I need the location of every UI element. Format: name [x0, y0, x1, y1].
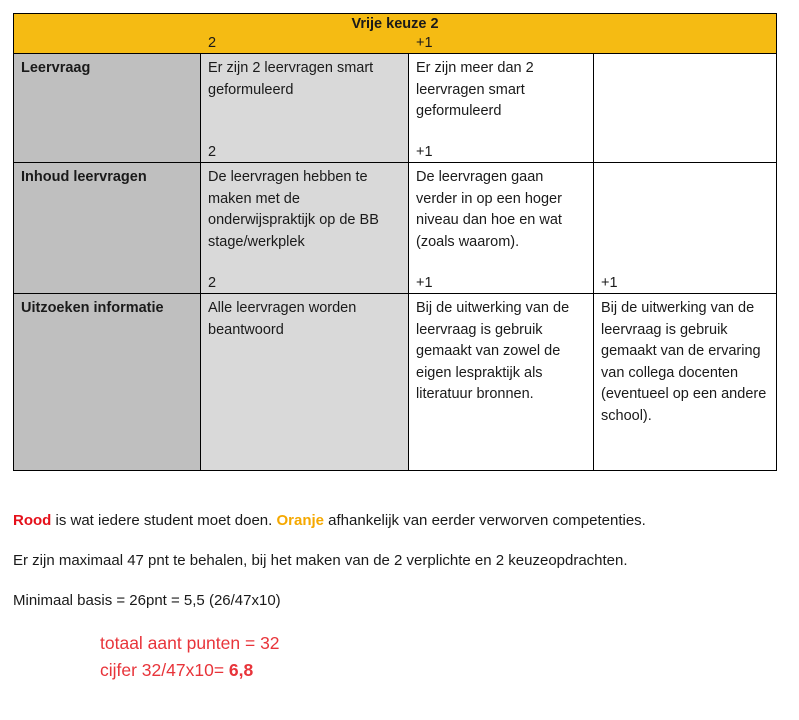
cell-text: De leervragen gaan verder in op een hoger niveau dan hoe en wat (zoals waarom). — [416, 169, 562, 250]
level-cell — [594, 274, 777, 471]
rubric-table — [13, 13, 777, 471]
legend-red-text: is wat iedere student moet doen. — [51, 512, 277, 529]
cell-points: 2 — [208, 274, 217, 291]
cell-text: Er zijn meer dan 2 leervragen smart geformuleerd — [416, 60, 534, 119]
basis-cell — [201, 34, 409, 163]
criterion-label: Inhoud leervragen — [21, 169, 147, 185]
cell-text: Er zijn 2 leervragen smart geformuleerd — [208, 60, 374, 98]
legend-red-label: Rood — [13, 512, 52, 529]
legend-line — [13, 512, 646, 529]
basis-cell — [201, 143, 409, 294]
criterion-label: Leervraag — [21, 60, 91, 76]
level-cell — [409, 274, 594, 471]
criterion-cell — [14, 54, 201, 163]
grade-line — [100, 660, 253, 681]
cell-text: Bij de uitwerking van de leervraag is gebruik gemaakt van de ervaring van collega docenten (eventueel op een andere school). — [601, 300, 767, 424]
level-cell — [409, 34, 594, 163]
total-points-line: totaal aant punten = 32 — [100, 633, 280, 653]
level-cell — [594, 54, 777, 163]
basis-cell — [201, 274, 409, 471]
cell-text: Bij de uitwerking van de leervraag is gebruik gemaakt van zowel de eigen lespraktijk als literatuur bronnen. — [416, 300, 570, 402]
cell-points: +1 — [416, 34, 433, 51]
criterion-cell — [14, 294, 201, 471]
max-points-line: Er zijn maximaal 47 pnt te behalen, bij het maken van de 2 verplichte en 2 keuzeopdrachten. — [13, 552, 628, 569]
cell-points: +1 — [601, 274, 618, 291]
table-header-row — [14, 14, 777, 54]
legend-orange-label: Oranje — [276, 512, 324, 529]
criterion-cell — [14, 163, 201, 294]
grade-value: 6,8 — [228, 660, 254, 680]
cell-points: +1 — [416, 274, 433, 291]
cell-points: 2 — [208, 143, 217, 160]
level-cell — [409, 143, 594, 294]
cell-points: +1 — [416, 143, 433, 160]
grade-prefix: cijfer 32/47x10= — [100, 660, 229, 680]
table-row — [14, 294, 777, 471]
legend-orange-text: afhankelijk van eerder verworven competenties. — [324, 512, 646, 529]
cell-text: Alle leervragen worden beantwoord — [208, 300, 357, 338]
table-row — [14, 54, 777, 163]
min-basis-line: Minimaal basis = 26pnt = 5,5 (26/47x10) — [13, 592, 281, 609]
table-title: Vrije keuze 2 — [14, 14, 777, 54]
level-cell — [594, 163, 777, 294]
cell-text: De leervragen hebben te maken met de onderwijspraktijk op de BB stage/werkplek — [208, 169, 379, 250]
table-row — [14, 163, 777, 294]
cell-points: 2 — [208, 34, 217, 51]
criterion-label: Uitzoeken informatie — [21, 300, 164, 316]
